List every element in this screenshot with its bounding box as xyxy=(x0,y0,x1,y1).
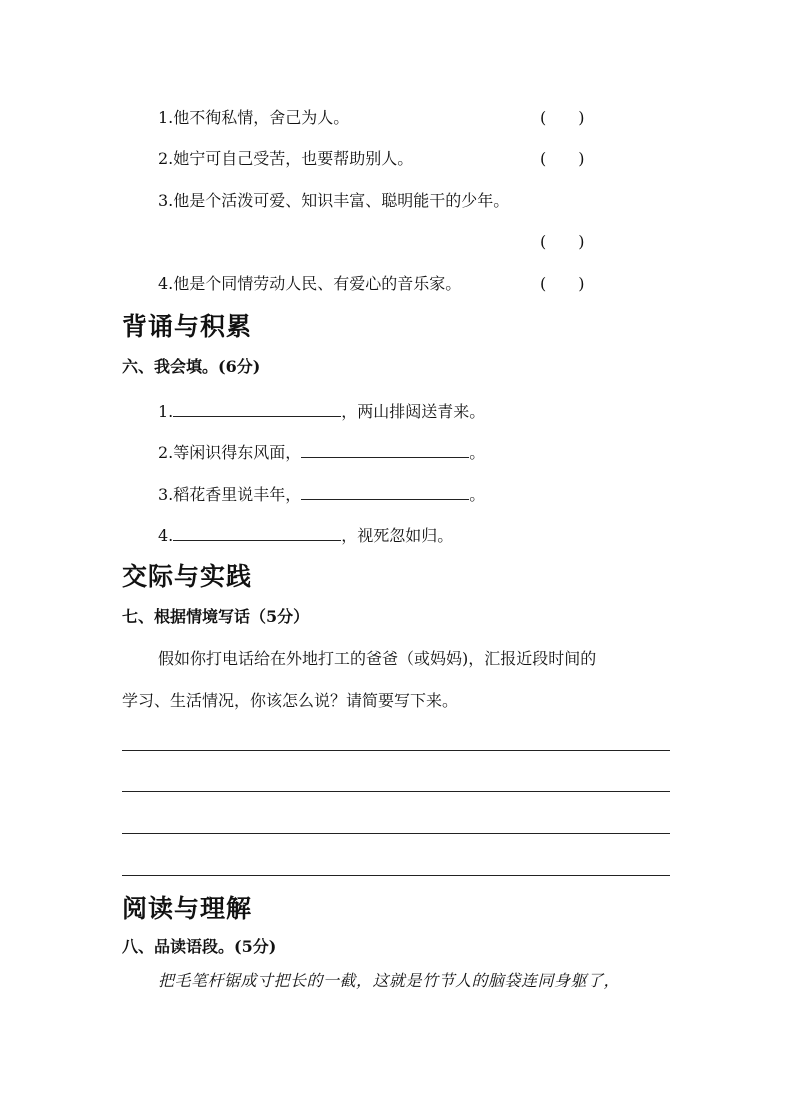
answer-paren-3[interactable]: ( ) xyxy=(540,232,585,251)
fill-prefix: 1. xyxy=(158,402,174,421)
judge-item-1: 1.他不徇私情，舍己为人。 xyxy=(158,108,350,127)
fill-blank-3[interactable] xyxy=(301,483,469,500)
fill-prefix: 4. xyxy=(158,526,174,545)
section-title-recite: 背诵与积累 xyxy=(122,312,253,341)
section-title-practice: 交际与实践 xyxy=(122,562,253,591)
fill-item-3 xyxy=(158,483,485,505)
fill-prefix: 2.等闲识得东风面， xyxy=(158,443,302,462)
fill-suffix: 。 xyxy=(469,443,486,462)
fill-item-4 xyxy=(158,524,453,546)
judge-item-4: 4.他是个同情劳动人民、有爱心的音乐家。 xyxy=(158,274,462,293)
writing-line-1[interactable] xyxy=(122,750,670,751)
fill-blank-1[interactable] xyxy=(173,400,341,417)
writing-line-3[interactable] xyxy=(122,833,670,834)
judge-item-3: 3.他是个活泼可爱、知识丰富、聪明能干的少年。 xyxy=(158,191,510,210)
section-title-reading: 阅读与理解 xyxy=(122,894,253,923)
fill-item-1 xyxy=(158,400,485,422)
writing-line-2[interactable] xyxy=(122,791,670,792)
fill-suffix: ，两山排闼送青来。 xyxy=(341,402,486,421)
judge-item-2: 2.她宁可自己受苦，也要帮助别人。 xyxy=(158,149,414,168)
writing-line-4[interactable] xyxy=(122,875,670,876)
fill-blank-2[interactable] xyxy=(301,441,469,458)
fill-item-2 xyxy=(158,441,485,463)
question-eight: 八、品读语段。(5分) xyxy=(122,937,277,956)
prompt-line-2: 学习、生活情况，你该怎么说？请简要写下来。 xyxy=(122,691,459,710)
prompt-line-1: 假如你打电话给在外地打工的爸爸（或妈妈)，汇报近段时间的 xyxy=(158,649,597,668)
fill-blank-4[interactable] xyxy=(173,524,341,541)
answer-paren-4[interactable]: ( ) xyxy=(540,274,585,293)
question-six: 六、我会填。(6分) xyxy=(122,357,261,376)
fill-suffix: 。 xyxy=(469,485,486,504)
question-seven: 七、根据情境写话（5分） xyxy=(122,607,310,626)
fill-suffix: ，视死忽如归。 xyxy=(341,526,454,545)
answer-paren-1[interactable]: ( ) xyxy=(540,108,585,127)
fill-prefix: 3.稻花香里说丰年， xyxy=(158,485,302,504)
answer-paren-2[interactable]: ( ) xyxy=(540,149,585,168)
reading-passage: 把毛笔杆锯成寸把长的一截，这就是竹节人的脑袋连同身躯了， xyxy=(158,971,621,990)
